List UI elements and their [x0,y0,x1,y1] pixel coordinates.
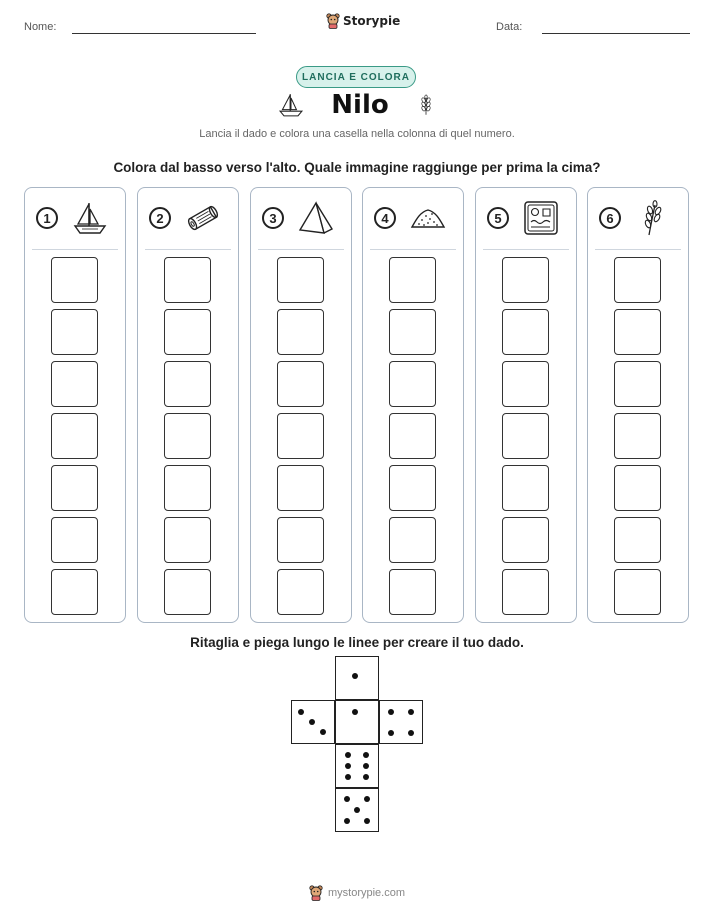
color-cell[interactable] [164,361,211,407]
pip [364,818,370,824]
column-divider [145,249,231,250]
color-cell[interactable] [502,517,549,563]
die-face-center [335,700,379,744]
color-cell[interactable] [614,413,661,459]
die-face-bottom [335,744,379,788]
pyramid-icon [298,200,334,236]
color-cell[interactable] [614,465,661,511]
color-cell[interactable] [389,569,436,615]
color-cell[interactable] [164,517,211,563]
color-cell[interactable] [277,361,324,407]
color-cell[interactable] [277,257,324,303]
pip [363,752,369,758]
die-face-bottom2 [335,788,379,832]
column-divider [258,249,344,250]
footer [0,885,714,901]
column-number: 5 [487,207,509,229]
column-number: 4 [374,207,396,229]
pip [320,729,326,735]
color-cell[interactable] [389,413,436,459]
footer-url[interactable]: mystorypie.com [327,887,406,899]
pip [309,719,315,725]
pip [408,709,414,715]
die-face-left [291,700,335,744]
hieroglyph-tablet-icon [523,200,559,236]
pip [363,774,369,780]
column-number: 6 [599,207,621,229]
color-cell[interactable] [277,517,324,563]
color-cell[interactable] [51,517,98,563]
column-number: 2 [149,207,171,229]
color-cell[interactable] [164,257,211,303]
color-cell[interactable] [614,309,661,355]
wheat-icon [635,200,671,236]
pip [298,709,304,715]
sailboat-icon [72,200,108,236]
die-face-top [335,656,379,700]
color-cell[interactable] [389,309,436,355]
pip [364,796,370,802]
pip [388,709,394,715]
color-cell[interactable] [502,465,549,511]
column-3 [250,187,352,623]
column-divider [595,249,681,250]
color-cell[interactable] [502,257,549,303]
sailboat-icon [277,90,305,120]
brand-name: Storypie [343,14,401,28]
color-cell[interactable] [277,413,324,459]
color-cell[interactable] [389,517,436,563]
color-cell[interactable] [389,257,436,303]
column-4 [362,187,464,623]
column-number: 3 [262,207,284,229]
column-divider [483,249,569,250]
name-label: Nome: [24,21,57,33]
pip [352,673,358,679]
instruction: Colora dal basso verso l'alto. Quale immagine raggiunge per prima la cima? [113,160,601,175]
color-cell[interactable] [164,569,211,615]
die-face-right [379,700,423,744]
column-divider [32,249,118,250]
bear-mascot-icon [309,885,323,901]
color-cell[interactable] [51,465,98,511]
color-cell[interactable] [277,569,324,615]
cut-instruction: Ritaglia e piega lungo le linee per creare il tuo dado. [190,635,524,650]
name-line[interactable] [72,33,256,34]
date-line[interactable] [542,33,690,34]
color-cell[interactable] [614,569,661,615]
pip [408,730,414,736]
pip [345,763,351,769]
color-cell[interactable] [51,413,98,459]
color-cell[interactable] [164,413,211,459]
column-1 [24,187,126,623]
pip [345,752,351,758]
color-cell[interactable] [51,309,98,355]
color-cell[interactable] [502,413,549,459]
column-2 [137,187,239,623]
pip [354,807,360,813]
bear-mascot-icon [326,13,340,29]
color-cell[interactable] [277,465,324,511]
activity-badge: LANCIA E COLORA [296,66,416,88]
pip [344,818,350,824]
color-cell[interactable] [614,361,661,407]
color-cell[interactable] [164,465,211,511]
papyrus-scroll-icon [185,200,221,236]
color-cell[interactable] [277,309,324,355]
subtitle: Lancia il dado e colora una casella nella colonna di quel numero. [199,128,515,140]
color-cell[interactable] [51,257,98,303]
column-divider [370,249,456,250]
color-cell[interactable] [614,257,661,303]
color-cell[interactable] [51,361,98,407]
color-cell[interactable] [51,569,98,615]
pip [344,796,350,802]
pip [363,763,369,769]
color-cell[interactable] [502,309,549,355]
pip [345,774,351,780]
color-cell[interactable] [389,361,436,407]
color-cell[interactable] [614,517,661,563]
date-label: Data: [496,21,523,33]
column-number: 1 [36,207,58,229]
color-cell[interactable] [502,569,549,615]
title-row [0,90,714,120]
pip [388,730,394,736]
pip [352,709,358,715]
wheat-icon [415,90,437,120]
color-cell[interactable] [502,361,549,407]
brand-logo [326,13,400,29]
column-5 [475,187,577,623]
sand-pile-icon [410,200,446,236]
color-cell[interactable] [164,309,211,355]
color-cell[interactable] [389,465,436,511]
page-title: Nilo [331,90,389,120]
column-6 [587,187,689,623]
